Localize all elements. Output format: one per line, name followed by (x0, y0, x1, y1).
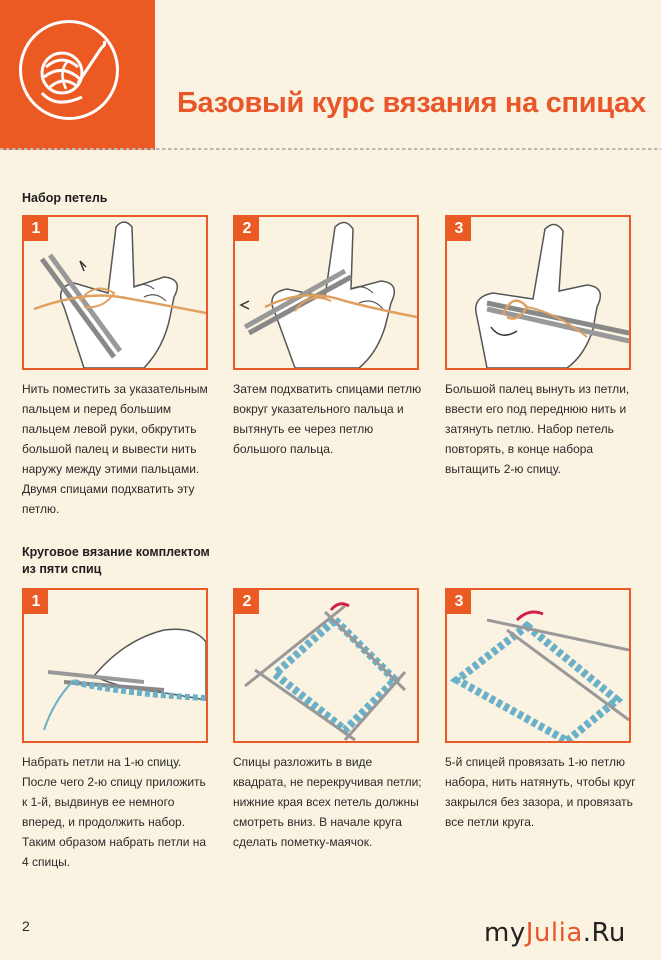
step-number: 3 (447, 590, 471, 614)
logo-block (0, 0, 155, 150)
step-description: Затем подхватить спицами петлю вокруг указательного пальца и вытянуть ее через петлю большого пальца. (233, 382, 422, 456)
watermark (484, 918, 626, 948)
step-illustration (22, 215, 208, 370)
hand-with-needles-illustration (447, 217, 629, 368)
step-description: 5-й спицей провязать 1-ю петлю набора, нить натянуть, чтобы круг закрылся без зазора, и провязать все петли круга. (445, 755, 636, 829)
step-illustration (233, 215, 419, 370)
watermark-accent: Julia (525, 918, 583, 948)
yarn-ball-and-hook-icon (19, 20, 119, 120)
needle-square-illustration (235, 590, 417, 741)
header (0, 0, 661, 150)
header-divider (0, 148, 661, 150)
step-illustration (445, 215, 631, 370)
section-title-circular-knitting: Круговое вязание комплектом из пяти спиц (22, 545, 210, 576)
watermark-suffix: .Ru (582, 918, 626, 948)
step-illustration (22, 588, 208, 743)
watermark-prefix: my (484, 918, 526, 948)
step-description: Набрать петли на 1-ю спицу. После чего 2-ю спицу приложить к 1-й, выдвинув ее немного вперед, и продолжить набор. Таким образом набрать петли на 4 спицы. (22, 755, 207, 869)
hand-with-needles-illustration (235, 217, 417, 368)
hand-with-needles-illustration (24, 590, 206, 741)
step-number: 1 (24, 217, 48, 241)
step-number: 1 (24, 590, 48, 614)
step-description: Нить поместить за указательным пальцем и перед большим пальцем левой руки, обкрутить большой палец и вывести нить наружу между этими пальцами. Двумя спицами подхватить эту петлю. (22, 382, 208, 516)
step-description: Спицы разложить в виде квадрата, не перекручивая петли; нижние края всех петель должны смотреть вниз. В начале круга сделать пометку-маячок. (233, 755, 422, 849)
step-number: 2 (235, 217, 259, 241)
page-title: Базовый курс вязания на спицах (177, 87, 646, 119)
step-number: 2 (235, 590, 259, 614)
step-illustration (233, 588, 419, 743)
section-title-cast-on: Набор петель (22, 191, 108, 205)
needle-square-illustration (447, 590, 629, 741)
step-number: 3 (447, 217, 471, 241)
page-number: 2 (22, 918, 30, 934)
step-description: Большой палец вынуть из петли, ввести его под переднюю нить и затянуть петлю. Набор петель повторять, в конце набора вытащить 2-ю спицу. (445, 382, 630, 476)
step-illustration (445, 588, 631, 743)
hand-with-needles-illustration (24, 217, 206, 368)
